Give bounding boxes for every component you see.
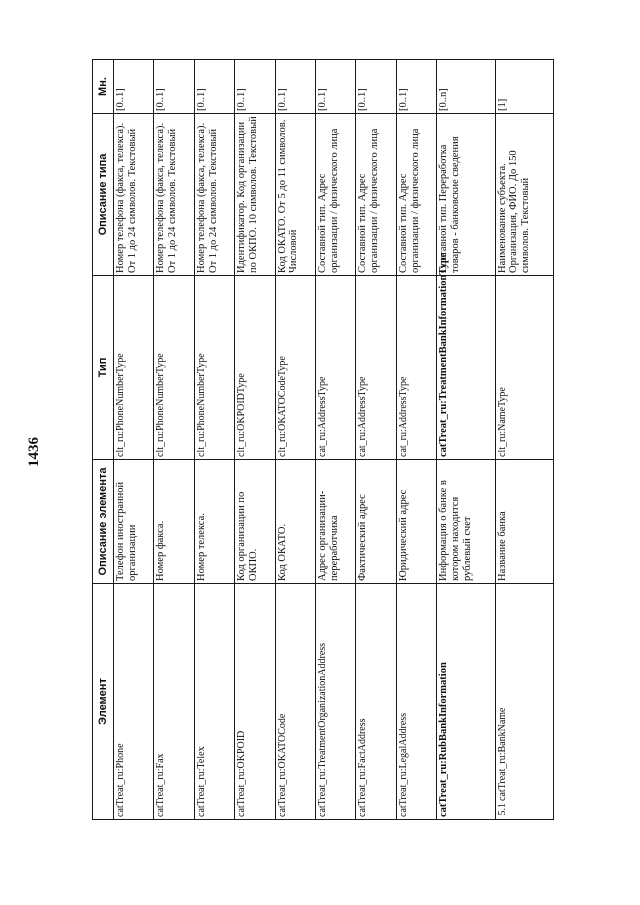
multiplicity-cell: [0..1] xyxy=(396,60,436,114)
page-number: 1436 xyxy=(26,437,42,467)
type-description-cell: Код ОКАТО. От 5 до 11 символов. Числовой xyxy=(275,114,315,276)
table-row xyxy=(275,60,315,820)
table-row xyxy=(114,60,154,820)
element-description-cell: Номер факса. xyxy=(154,460,194,584)
type-description-cell: Наименование субъекта. Организация, ФИО. До 150 символов. Текстовый xyxy=(495,114,553,276)
element-description-cell: Название банка xyxy=(495,460,553,584)
type-description-cell: Составной тип. Адрес организации / физического лица xyxy=(356,114,396,276)
element-cell xyxy=(275,584,315,820)
element-description-cell: Телефон иностранной организации xyxy=(114,460,154,584)
multiplicity-cell: [0..1] xyxy=(275,60,315,114)
element-cell xyxy=(154,584,194,820)
schema-table xyxy=(92,59,554,820)
type-cell: cat_ru:AddressType xyxy=(356,276,396,460)
type-description-cell: Составной тип. Адрес организации / физического лица xyxy=(316,114,356,276)
element-cell xyxy=(356,584,396,820)
header-multiplicity: Мн. xyxy=(93,60,114,114)
element-cell xyxy=(235,584,275,820)
element-name: catTreat_ru:Fax xyxy=(155,753,167,817)
element-description-cell: Информация о банке в котором находится рублевый счет xyxy=(437,460,495,584)
table-body xyxy=(114,60,554,820)
type-cell: clt_ru:OKATOCodeType xyxy=(275,276,315,460)
multiplicity-cell: [0..1] xyxy=(235,60,275,114)
element-cell xyxy=(437,584,495,820)
type-description-cell: Составной тип. Переработка товаров - банковские сведения xyxy=(437,114,495,276)
table-row xyxy=(194,60,234,820)
element-name: catTreat_ru:Telex xyxy=(195,746,207,817)
element-description-cell: Юридический адрес xyxy=(396,460,436,584)
element-description-cell: Код организации по ОКПО. xyxy=(235,460,275,584)
element-name: catTreat_ru:TreatmentOrganizationAddress xyxy=(317,642,329,817)
header-type: Тип xyxy=(93,276,114,460)
element-name: catTreat_ru:LegalAddress xyxy=(397,712,409,817)
element-cell xyxy=(114,584,154,820)
multiplicity-cell: [1] xyxy=(495,60,553,114)
multiplicity-cell: [0..n] xyxy=(437,60,495,114)
element-name: catTreat_ru:RubBankInformation xyxy=(438,662,450,817)
element-description-cell: Код ОКАТО. xyxy=(275,460,315,584)
multiplicity-cell: [0..1] xyxy=(316,60,356,114)
header-element-description: Описание элемента xyxy=(93,460,114,584)
element-cell xyxy=(194,584,234,820)
table-row xyxy=(235,60,275,820)
type-cell: clt_ru:OKPOIDType xyxy=(235,276,275,460)
row-number: 5.1 xyxy=(496,803,508,816)
table-row xyxy=(437,60,495,820)
element-name: catTreat_ru:FactAddress xyxy=(357,718,369,817)
schema-table-container xyxy=(92,60,554,820)
type-cell: cat_ru:AddressType xyxy=(396,276,436,460)
element-name: catTreat_ru:BankName xyxy=(496,707,508,801)
type-cell: clt_ru:PhoneNumberType xyxy=(114,276,154,460)
multiplicity-cell: [0..1] xyxy=(194,60,234,114)
type-cell: cat_ru:AddressType xyxy=(316,276,356,460)
element-description-cell: Адрес организации-переработчика xyxy=(316,460,356,584)
type-cell: catTreat_ru:TreatmentBankInformationType xyxy=(437,276,495,460)
type-description-cell: Номер телефона (факса, телекса). От 1 до 24 символов. Текстовый xyxy=(114,114,154,276)
element-cell xyxy=(495,584,553,820)
element-name: catTreat_ru:OKATOCode xyxy=(276,713,288,817)
type-cell: clt_ru:NameType xyxy=(495,276,553,460)
type-cell: clt_ru:PhoneNumberType xyxy=(194,276,234,460)
schema-table-rotated xyxy=(92,60,554,820)
multiplicity-cell: [0..1] xyxy=(356,60,396,114)
table-row xyxy=(316,60,356,820)
multiplicity-cell: [0..1] xyxy=(154,60,194,114)
type-description-cell: Составной тип. Адрес организации / физического лица xyxy=(396,114,436,276)
type-description-cell: Идентификатор. Код организации по ОКПО. 10 символов. Текстовый xyxy=(235,114,275,276)
header-row xyxy=(93,60,114,820)
type-cell: clt_ru:PhoneNumberType xyxy=(154,276,194,460)
table-row xyxy=(356,60,396,820)
element-cell xyxy=(396,584,436,820)
header-type-description: Описание типа xyxy=(93,114,114,276)
type-description-cell: Номер телефона (факса, телекса). От 1 до 24 символов. Текстовый xyxy=(194,114,234,276)
element-description-cell: Номер телекса. xyxy=(194,460,234,584)
table-row xyxy=(154,60,194,820)
element-description-cell: Фактический адрес xyxy=(356,460,396,584)
table-header xyxy=(93,60,114,820)
table-row xyxy=(396,60,436,820)
element-cell xyxy=(316,584,356,820)
element-name: catTreat_ru:OKPOID xyxy=(236,730,248,817)
element-name: catTreat_ru:Phone xyxy=(115,743,126,817)
header-element: Элемент xyxy=(93,584,114,820)
type-description-cell: Номер телефона (факса, телекса). От 1 до 24 символов. Текстовый xyxy=(154,114,194,276)
table-row xyxy=(495,60,553,820)
multiplicity-cell: [0..1] xyxy=(114,60,154,114)
